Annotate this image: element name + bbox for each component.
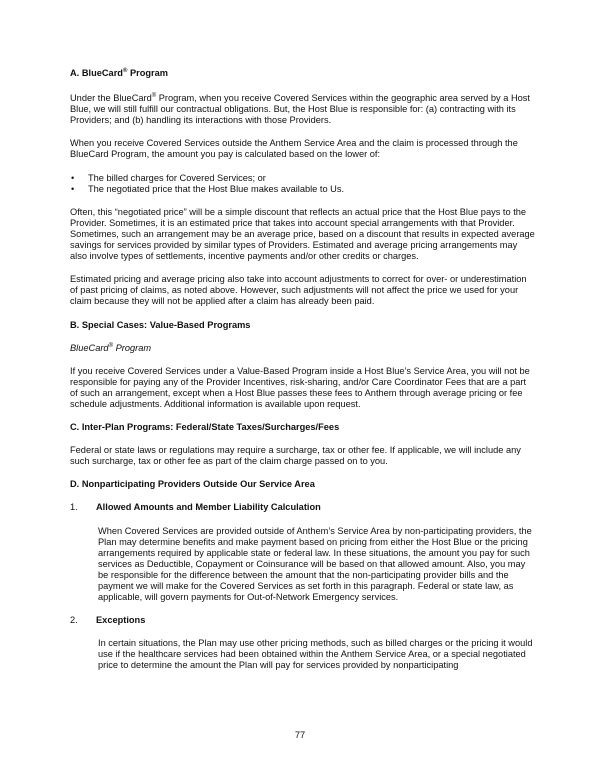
document-page	[70, 68, 536, 672]
section-c-paragraph-1: Federal or state laws or regulations may require a surcharge, tax or other fee. If applicable, we will include any such surcharge, tax or other fee as part of the claim charge passed on to you.	[70, 445, 521, 467]
section-a-paragraph-4: Estimated pricing and average pricing also take into account adjustments to correct for over- or underestimation of past pricing of claims, as noted above. However, such adjustments will not affect the price we used for your claim because they will not be applied after a claim has already been paid.	[70, 274, 527, 307]
section-a-p1-start: Under the BlueCard	[70, 93, 152, 104]
item-number: 2.	[70, 615, 78, 626]
bullet-list	[70, 173, 536, 195]
section-b-subheading	[70, 343, 536, 354]
page-number: 77	[294, 730, 306, 740]
section-b-subheading-suffix: Program	[113, 342, 152, 353]
bullet-icon: •	[71, 183, 75, 194]
section-b-subheading-text: BlueCard	[70, 342, 109, 353]
section-a-paragraph-2: When you receive Covered Services outside the Anthem Service Area and the claim is processed through the BlueCard Program, the amount you pay is calculated based on the lower of:	[70, 138, 518, 160]
bullet-item	[70, 173, 536, 184]
item-title: Exceptions	[96, 615, 146, 626]
item-title: Allowed Amounts and Member Liability Calculation	[96, 502, 321, 513]
bullet-icon: •	[71, 172, 75, 183]
registered-mark: ®	[151, 93, 157, 100]
section-d-item-2-paragraph: In certain situations, the Plan may use other pricing methods, such as billed charges or the pricing it would use if the healthcare services had been obtained within the Anthem Service Area, or a special negotiated price to determine the amount the Plan will pay for services provided by nonparticipating	[98, 638, 533, 671]
item-number: 1.	[70, 502, 78, 513]
section-d-heading: D. Nonparticipating Providers Outside Our Service Area	[70, 479, 315, 490]
section-a-paragraph-1	[70, 93, 536, 126]
section-b-paragraph-1: If you receive Covered Services under a Value-Based Program inside a Host Blue’s Service Area, you will not be responsible for paying any of the Provider Incentives, risk-sharing, and/or Care Coordinator Fees that are a part of such an arrangement, except when a Host Blue passes these fees to Anthem through average pricing or fee schedule adjustments. Additional information is available upon request.	[70, 365, 530, 409]
bullet-item	[70, 184, 536, 195]
section-a-heading	[70, 68, 536, 79]
section-d-item-2-heading	[70, 615, 536, 626]
bullet-text: The negotiated price that the Host Blue makes available to Us.	[88, 183, 345, 194]
section-c-heading: C. Inter-Plan Programs: Federal/State Taxes/Surcharges/Fees	[70, 422, 340, 433]
section-d-item-1-heading	[70, 502, 536, 513]
bullet-text: The billed charges for Covered Services; or	[88, 172, 266, 183]
registered-mark: ®	[108, 342, 113, 349]
registered-mark: ®	[122, 67, 128, 74]
section-a-heading-text: A. BlueCard	[70, 68, 123, 78]
section-a-p1-rest: Program, when you receive Covered Services within the geographic area served by a Host Blue, we will still fulfill our contractual obligations. But, the Host Blue is responsible for: (a) contracting with its Providers; and (b) handling its interactions with those Providers.	[70, 93, 530, 126]
section-d-item-1-paragraph: When Covered Services are provided outside of Anthem’s Service Area by non-participating providers, the Plan may determine benefits and make payment based on pricing from either the Host Blue or the pricing arrangements required by applicable state or federal law. In these situations, the amount you pay for such services as Deductible, Copayment or Coinsurance will be based on that allowed amount. Also, you may be responsible for the difference between the amount that the non-participating provider bills and the payment we will make for the Covered Services as set forth in this paragraph. Federal or state law, as applicable, will govern payments for Out-of-Network Emergency services.	[98, 525, 532, 603]
section-a-heading-suffix: Program	[127, 68, 168, 78]
section-a-paragraph-3: Often, this “negotiated price” will be a simple discount that reflects an actual price that the Host Blue pays to the Provider. Sometimes, it is an estimated price that takes into account special arrangements with that Provider. Sometimes, such an arrangement may be an average price, based on a discount that results in expected average savings for services provided by similar types of Providers. Estimated and average pricing arrangements may also involve types of settlements, incentive payments and/or other credits or charges.	[70, 206, 535, 262]
section-b-heading: B. Special Cases: Value-Based Programs	[70, 319, 251, 330]
